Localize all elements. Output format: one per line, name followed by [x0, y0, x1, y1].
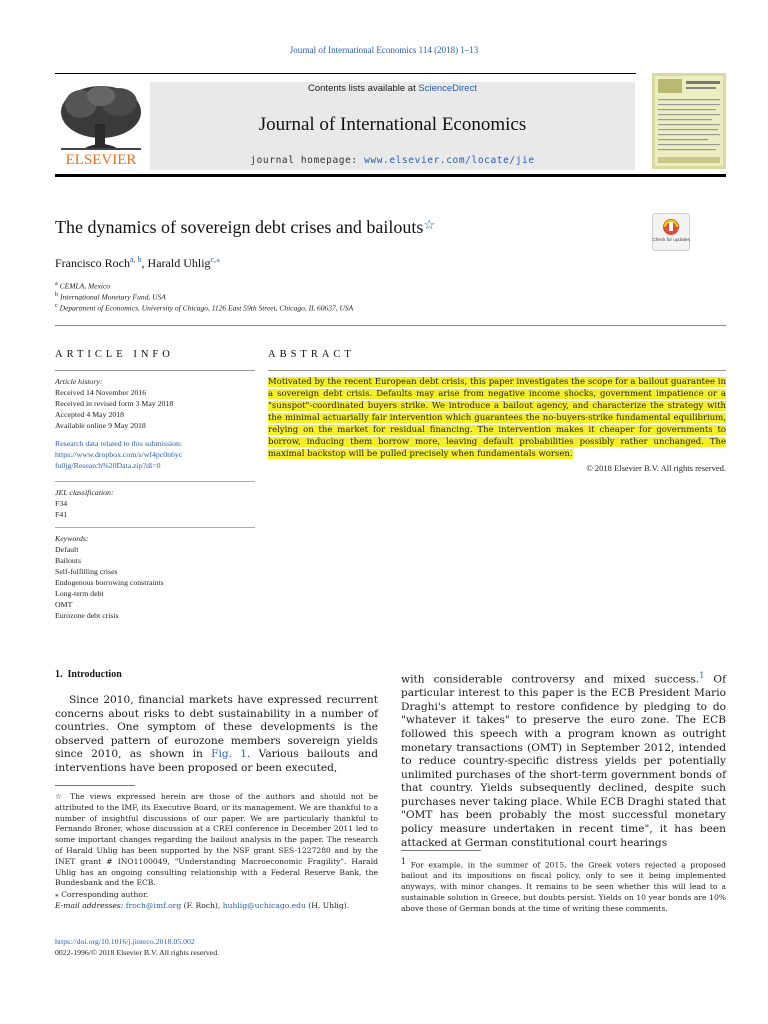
journal-title: Journal of International Economics	[258, 114, 527, 135]
footnote-1-mark: 1	[401, 857, 407, 866]
article-title	[55, 217, 435, 238]
corresponding-mark: ⁎	[55, 890, 62, 899]
history-label: Article history:	[55, 377, 103, 386]
intro-paragraph-2-tail: Of particular interest to this paper is the ECB President Mario Draghi's attempt to restore confidence by pledging to do "whatever it takes" to preserve the euro zone. The ECB followed this speech with a program known as outright monetary transactions (OMT) in September 2012, intended to reduce country-specific distress yields per potentially unlimited purchases of the short-term government bonds of that country. Yields subsequently declined, despite such purchases never taking place. While ECB Draghi stated that "OMT has been probably the most successful monetary policy measure undertaken in recent time", it has been attacked at German constitutional court hearings	[401, 673, 726, 849]
email-roch-link[interactable]: froch@imf.org	[125, 900, 182, 910]
corresponding-author-note	[55, 890, 378, 912]
contents-line	[150, 83, 635, 94]
sciencedirect-link[interactable]: ScienceDirect	[418, 83, 477, 94]
keyword: Eurozone debt crisis	[55, 611, 119, 620]
affiliation-b	[55, 292, 166, 302]
email-roch-name: (F. Roch),	[181, 900, 223, 910]
footnote-1-text: For example, in the summer of 2015, the Greek voters rejected a proposed bailout and its impositions on fiscal policy, only to see it being implemented anyways, with minor changes. It remains to be seen whether this will lead to a sustainable solution in Greece, but doubts persist. Yields on 10 year bonds are 10% above those of German bonds at the time of writing these comments.	[401, 860, 726, 913]
keyword: OMT	[55, 600, 73, 609]
intro-paragraph-2: with considerable controversy and mixed success.	[401, 673, 700, 686]
article-title-text: The dynamics of sovereign debt crises and bailouts	[55, 217, 424, 237]
footnote-1-ref[interactable]: 1	[699, 671, 705, 680]
homepage-line	[150, 155, 635, 166]
check-updates-label: Check for updates	[652, 237, 690, 242]
check-for-updates-badge[interactable]	[652, 213, 690, 251]
jel-code: F34	[55, 499, 68, 508]
journal-cover-icon	[652, 73, 726, 169]
intro-paragraph-1: Since 2010, financial markets have expressed recurrent concerns about risks to debt sustainability in a number of countries. One symptom of these developments is the observed pattern of eurozone members sovereign yields since 2010, as shown in	[55, 694, 378, 761]
keyword: Endogenous borrowing constraints	[55, 578, 164, 587]
affiliation-a	[55, 281, 110, 291]
article-info-rule	[55, 370, 255, 371]
affiliation-text: International Monetary Fund, USA	[60, 292, 166, 302]
research-data-link-1[interactable]: https://www.dropbox.com/s/wf4pc0n6yc	[55, 450, 183, 459]
info-divider-2	[55, 527, 255, 528]
jel-code: F41	[55, 510, 68, 519]
homepage-link[interactable]: www.elsevier.com/locate/jie	[364, 155, 535, 166]
research-data-label[interactable]: Research data related to this submission:	[55, 439, 183, 448]
affiliation-mark: a	[55, 281, 58, 287]
abstract-heading: ABSTRACT	[268, 349, 355, 360]
elsevier-logo[interactable]	[55, 80, 147, 168]
email-label: E-mail addresses:	[55, 900, 126, 910]
author-separator: ,	[141, 256, 148, 270]
intro-paragraph-1-tail: . Various bailouts and interventions have been proposed or been executed,	[55, 748, 379, 774]
affiliation-text: Department of Economics, University of Chicago, 1126 East 59th Street, Chicago, IL 60637, USA	[59, 303, 354, 313]
doi-link[interactable]: https://doi.org/10.1016/j.jinteco.2018.05.002	[55, 937, 195, 946]
publisher-name: ELSEVIER	[65, 152, 137, 168]
keyword: Self-fulfilling crises	[55, 567, 118, 576]
abstract-body	[268, 376, 726, 460]
section-title: Introduction	[67, 669, 122, 680]
jel-classification	[55, 487, 114, 520]
header-top-rule	[55, 73, 636, 74]
history-received: Received 14 November 2016	[55, 388, 147, 397]
journal-cover-thumbnail[interactable]	[652, 73, 726, 169]
keywords-label: Keywords:	[55, 534, 89, 543]
keyword: Long-term debt	[55, 589, 104, 598]
star-footnote-mark: ☆	[55, 792, 71, 801]
front-matter-rule	[55, 325, 726, 326]
section-number: 1.	[55, 669, 63, 680]
check-updates-icon	[652, 213, 690, 251]
intro-column-1-text	[55, 694, 378, 776]
author-roch-affil-marks[interactable]: a, b	[129, 255, 142, 264]
info-divider-1	[55, 481, 255, 482]
research-data-link-2[interactable]: fu0jg/Research%20Data.zip?dl=0	[55, 461, 161, 470]
author-uhlig[interactable]: Harald Uhlig	[147, 256, 211, 270]
email-uhlig-link[interactable]: huhlig@uchicago.edu	[222, 900, 306, 910]
history-accepted: Accepted 4 May 2018	[55, 410, 125, 419]
article-info-heading: ARTICLE INFO	[55, 349, 174, 360]
affiliation-mark: b	[55, 292, 58, 298]
affiliation-text: CEMLA, Mexico	[59, 281, 111, 291]
abstract-copyright: © 2018 Elsevier B.V. All rights reserved.	[586, 463, 726, 473]
history-online: Available online 9 May 2018	[55, 421, 146, 430]
history-revised: Received in revised form 3 May 2018	[55, 399, 174, 408]
issn-copyright: 0022-1996/© 2018 Elsevier B.V. All rights reserved.	[55, 948, 220, 957]
journal-citation[interactable]: Journal of International Economics 114 (2018) 1–13	[289, 45, 479, 55]
elsevier-tree-icon	[55, 80, 147, 168]
corresponding-author-icon[interactable]: ⁎	[216, 255, 221, 264]
intro-column-2-text	[401, 669, 726, 850]
corresponding-text: Corresponding author.	[61, 890, 149, 899]
star-footnote	[55, 792, 378, 889]
keyword: Default	[55, 545, 79, 554]
abstract-rule	[268, 370, 726, 371]
contents-prefix: Contents lists available at	[308, 83, 419, 94]
abstract-text-highlighted[interactable]: Motivated by the recent European debt crisis, this paper investigates the scope for a bailout guarantee in a sovereign debt crisis. Defaults may arise from negative income shocks, government impatience or a "sunspot"-coordinated buyers strike. We introduce a bailout agency, and characterize the strategy with the minimal actuarially fair intervention which guarantees the no-buyers-strike fundamental equilibrium, relying on the market for residual financing. The intervention makes it cheaper for governments to borrow, inducing them borrow more, leaving default probabilities possibly rather unchanged. The maximal backstop will be pulled precisely when fundamentals worsen.	[268, 377, 726, 459]
affiliation-c	[55, 303, 353, 313]
footnote-1	[401, 857, 726, 915]
footnote-rule-left	[55, 785, 135, 786]
email-uhlig-name: (H. Uhlig).	[305, 900, 350, 910]
keyword: Bailouts	[55, 556, 81, 565]
author-uhlig-affil-marks[interactable]: c,	[210, 255, 217, 264]
author-roch[interactable]: Francisco Roch	[55, 256, 130, 270]
author-list	[55, 255, 220, 271]
fig-1-link[interactable]: Fig. 1	[211, 748, 248, 761]
research-data-note	[55, 438, 182, 471]
keywords	[55, 533, 164, 621]
header-bottom-rule	[55, 174, 726, 177]
footnote-rule-right	[401, 850, 481, 851]
section-heading-introduction	[55, 669, 122, 680]
star-footnote-icon[interactable]: ☆	[423, 217, 436, 232]
jel-label: JEL classification:	[55, 488, 114, 497]
star-footnote-text: The views expressed herein are those of the authors and should not be attributed to the IMF, its Executive Board, or its management. We are thankful to a number of insightful discussions of our paper. We are particularly thankful to Fernando Broner, whose discussion at a CREI conference in December 2011 led to some important changes regarding the bailout analysis in the paper. The research of Harald Uhlig has been supported by the NSF grant SES-1227280 and by the INET grant # INO1100049, "Understanding Macroeconomic Fragility". Harald Uhlig has an ongoing consulting relationship with a Federal Reserve Bank, the Bundesbank and the ECB.	[55, 792, 378, 888]
article-history	[55, 376, 173, 431]
homepage-prefix: journal homepage:	[250, 155, 365, 166]
affiliation-mark: c	[55, 303, 58, 309]
